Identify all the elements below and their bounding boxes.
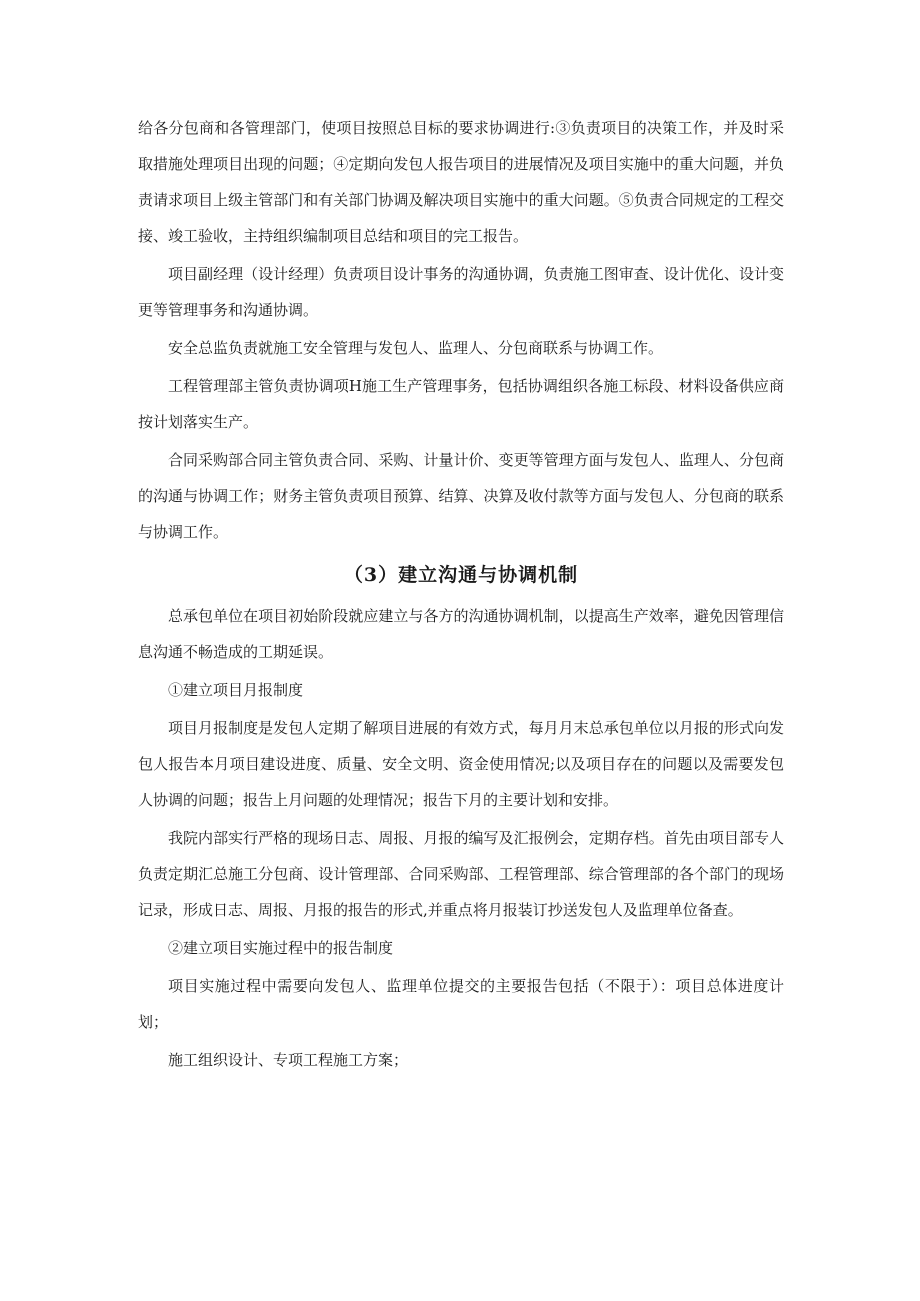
paragraph-continuation: 给各分包商和各管理部门，使项目按照总目标的要求协调进行:③负责项目的决策工作，并及时采取措施处理项目出现的问题；④定期向发包人报告项目的进展情况及项目实施中的重大问题，并负责请求项目上级主管部门和有关部门协调及解决项目实施中的重大问题。⑤负责合同规定的工程交接、竣工验收，主持组织编制项目总结和项目的完工报告。 [138,119,784,245]
subheading-monthly-report: ①建立项目月报制度 [168,681,304,699]
paragraph-safety-director: 安全总监负责就施工安全管理与发包人、监理人、分包商联系与协调工作。 [168,339,664,357]
paragraph-deputy-manager: 项目副经理（设计经理）负责项目设计事务的沟通协调，负责施工图审查、设计优化、设计变更等管理事务和沟通协调。 [138,265,784,319]
paragraph-engineering-dept: 工程管理部主管负责协调项H施工生产管理事务，包括协调组织各施工标段、材料设备供应商按计划落实生产。 [138,377,784,431]
paragraph-main-reports: 项目实施过程中需要向发包人、监理单位提交的主要报告包括（不限于）：项目总体进度计划； [138,977,784,1031]
subheading-reporting-system: ②建立项目实施过程中的报告制度 [168,939,394,957]
section-heading: （3）建立沟通与协调机制 [343,564,579,586]
paragraph-construction-plan: 施工组织设计、专项工程施工方案； [168,1051,409,1069]
paragraph-internal-logs: 我院内部实行严格的现场日志、周报、月报的编写及汇报例会，定期存档。首先由项目部专人负责定期汇总施工分包商、设计管理部、合同采购部、工程管理部、综合管理部的各个部门的现场记录，形成日志、周报、月报的报告的形式,并重点将月报装订抄送发包人及监理单位备查。 [138,829,784,919]
paragraph-contract-dept: 合同采购部合同主管负责合同、采购、计量计价、变更等管理方面与发包人、监理人、分包商的沟通与协调工作；财务主管负责项目预算、结算、决算及收付款等方面与发包人、分包商的联系与协调工作。 [138,451,784,541]
document-page [138,110,784,1080]
paragraph-monthly-report: 项目月报制度是发包人定期了解项目进展的有效方式，每月月末总承包单位以月报的形式向发包人报告本月项目建设进度、质量、安全文明、资金使用情况;以及项目存在的问题以及需要发包人协调的问题；报告上月问题的处理情况；报告下月的主要计划和安排。 [138,719,784,809]
paragraph-intro: 总承包单位在项目初始阶段就应建立与各方的沟通协调机制，以提高生产效率，避免因管理信息沟通不畅造成的工期延误。 [138,607,784,661]
